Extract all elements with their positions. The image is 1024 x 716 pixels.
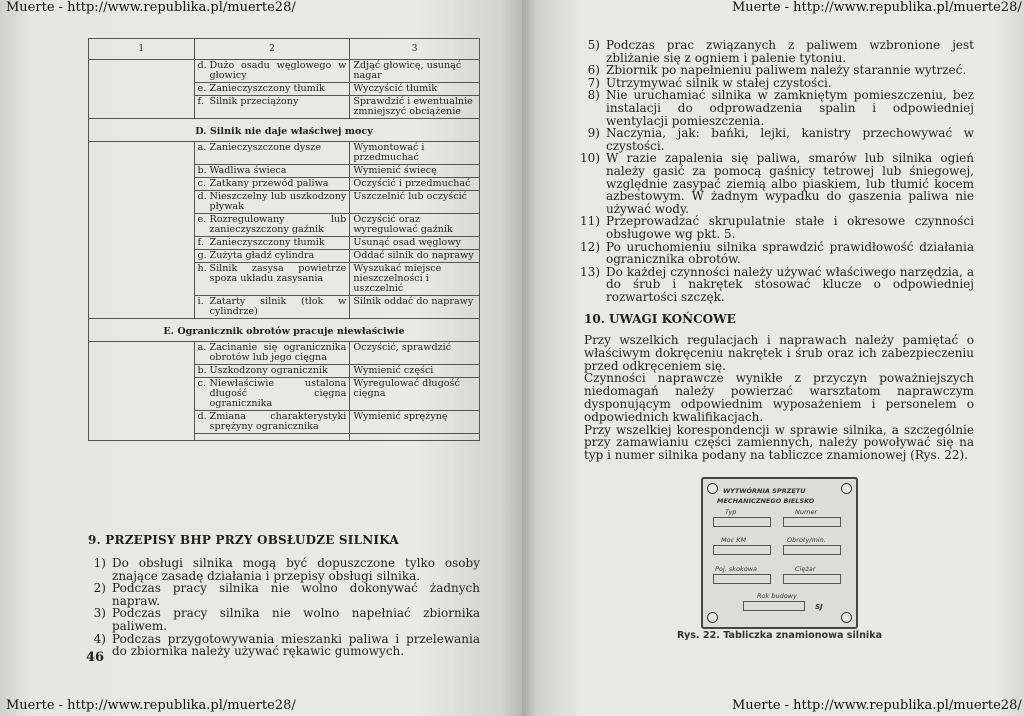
section-d-title: D. Silnik nie daje właściwej mocy [89, 119, 480, 142]
rivet-hole-icon [707, 612, 718, 623]
section-10-heading: 10. UWAGI KOŃCOWE [584, 312, 736, 326]
remedy-text: Sprawdzić i ewentualnie zmniejszyć obciążenie [350, 96, 480, 119]
plate-label-typ: Typ [725, 508, 737, 516]
item-text: Nie uruchamiać silnika w zamkniętym pomieszczeniu, bez instalacji do odprowadzenia spalin i odpowiedniej wentylacji pomieszczenia. [606, 88, 974, 128]
item-text: Naczynia, jak: bańki, lejki, kanistry przechowywać w czystości. [606, 126, 974, 153]
paragraph: Czynności naprawcze wynikłe z przyczyn poważniejszych niedomagań należy powierzać warsztatom naprawczym dysponującym odpowiednim wyposażeniem i personelem o odpowiednich kwalifikacjach. [584, 371, 974, 424]
fault-text: Zatarty silnik (tłok w cylindrze) [209, 296, 347, 317]
fault-text: Silnik zasysa powietrze spoza układu zasysania [209, 263, 347, 284]
remedy-text: Zdjąć głowicę, usunąć nagar [350, 60, 480, 83]
fault-cell [194, 237, 350, 250]
item-text: Po uruchomieniu silnika sprawdzić prawidłowość działania ogranicznika obrotów. [606, 239, 974, 267]
item-key: e. [197, 214, 207, 225]
final-remarks [584, 334, 974, 462]
safety-rules-list [90, 557, 480, 658]
safety-rules-list-continued [578, 39, 974, 303]
item-number: 9) [587, 126, 600, 141]
plate-label-rok: Rok budowy [757, 592, 797, 600]
item-number: 4) [93, 631, 106, 646]
item-number: 7) [587, 75, 600, 90]
remedy-text: Oczyścić i przedmuchać [350, 178, 480, 191]
item-text: Do obsługi silnika mogą być dopuszczone tylko osoby znające zasadę działania i przepisy obsługi silnika. [112, 556, 480, 583]
remedy-text: Silnik oddać do naprawy [350, 296, 480, 319]
fault-cell [194, 214, 350, 237]
remedy-text: Oddać silnik do naprawy [350, 250, 480, 263]
item-number: 11) [580, 214, 600, 229]
nameplate-figure [701, 477, 858, 629]
fault-cell [194, 83, 350, 96]
list-item [90, 607, 480, 632]
item-text: Utrzymywać silnik w stałej czystości. [606, 75, 832, 90]
item-key: e. [197, 83, 207, 94]
remedy-text: Wymienić części [350, 365, 480, 378]
item-number: 6) [587, 63, 600, 78]
fault-text: Nieszczelny lub uszkodzony pływak [209, 191, 347, 212]
plate-label-ciezar: Ciężar [795, 565, 816, 573]
watermark-top-right: Muerte - http://www.republika.pl/muerte28/ [732, 0, 1022, 15]
list-item [90, 582, 480, 607]
list-item [578, 39, 974, 64]
rivet-hole-icon [707, 483, 718, 494]
paragraph: Przy wszelkich regulacjach i naprawach należy pamiętać o właściwym dokręceniu nakrętek i śrub oraz ich zabezpieczeniu przed odkręceniem się. [584, 333, 974, 373]
rivet-hole-icon [841, 612, 852, 623]
remedy-text: Oczyścić, sprawdzić [350, 342, 480, 365]
fault-text: Dużo osadu węglowego w głowicy [209, 60, 347, 81]
section-title-row [89, 319, 480, 342]
page-number: 46 [86, 650, 105, 665]
plate-mark: SJ [815, 603, 823, 611]
table-header-row [89, 39, 480, 60]
fault-cell [194, 142, 350, 165]
remedy-text: Wyszukać miejsce nieszczelności i uszczelnić [350, 263, 480, 296]
item-text: Podczas pracy silnika nie wolno dokonywać żadnych napraw. [112, 581, 480, 608]
table-row [89, 142, 480, 165]
plate-field-box [783, 574, 841, 584]
plate-field-box [783, 517, 841, 527]
col-header-3: 3 [350, 39, 480, 60]
item-number: 2) [93, 581, 106, 596]
fault-cell [194, 165, 350, 178]
item-text: Zbiornik po napełnieniu paliwem należy starannie wytrzeć. [606, 63, 967, 78]
item-key: c. [197, 178, 206, 189]
fault-text: Zużyta gładź cylindra [209, 250, 315, 261]
item-number: 8) [587, 88, 600, 103]
plate-field-box [743, 601, 805, 611]
plate-label-obroty: Obroty/min. [787, 536, 826, 544]
remedy-text: Wyregulować długość cięgna [350, 378, 480, 411]
plate-maker-line2: MECHANICZNEGO BIELSKO [717, 497, 815, 505]
fault-text: Zmiana charakterystyki sprężyny ogranicznika [209, 411, 347, 432]
item-number: 12) [580, 239, 600, 254]
list-item [90, 557, 480, 582]
fault-cell [194, 191, 350, 214]
item-key: c. [197, 378, 206, 389]
list-item [578, 241, 974, 266]
table-cell-empty [89, 342, 195, 441]
plate-label-numer: Numer [795, 508, 817, 516]
remedy-text: Usunąć osad węglowy [350, 237, 480, 250]
fault-text: Rozregulowany lub zanieczyszczony gaźnik [209, 214, 347, 235]
fault-text: Uszkodzony ogranicznik [209, 365, 328, 376]
fault-cell [194, 60, 350, 83]
plate-label-moc: Moc KM [721, 536, 747, 544]
plate-field-box [783, 545, 841, 555]
table-row [89, 60, 480, 83]
plate-field-box [713, 545, 771, 555]
section-e-title: E. Ogranicznik obrotów pracuje niewłaściwie [89, 319, 480, 342]
table-cell-empty [89, 60, 195, 119]
plate-field-box [713, 517, 771, 527]
fault-text: Zatkany przewód paliwa [209, 178, 329, 189]
fault-cell [194, 96, 350, 119]
item-key: d. [197, 411, 207, 422]
fault-text: Wadliwa świeca [209, 165, 287, 176]
list-item [90, 633, 480, 658]
list-item [578, 64, 974, 77]
fault-text: Niewłaściwie ustalona długość cięgna ogranicznika [209, 378, 347, 409]
table-row [89, 342, 480, 365]
figure-caption: Rys. 22. Tabliczka znamionowa silnika [677, 630, 883, 641]
fault-cell [194, 378, 350, 411]
table-cell-empty [350, 434, 480, 441]
remedy-text: Wyczyścić tłumik [350, 83, 480, 96]
item-key: d. [197, 191, 207, 202]
item-text: Podczas prac związanych z paliwem wzbronione jest zbliżanie się z ogniem i palenie tytoniu. [606, 38, 974, 65]
plate-maker-line1: WYTWÓRNIA SPRZĘTU [723, 487, 806, 495]
item-key: h. [197, 263, 207, 274]
list-item [578, 266, 974, 304]
item-key: d. [197, 60, 207, 71]
item-number: 5) [587, 38, 600, 52]
remedy-text: Wymontować i przedmuchać [350, 142, 480, 165]
col-header-2: 2 [194, 39, 350, 60]
watermark-bottom-right: Muerte - http://www.republika.pl/muerte28/ [732, 698, 1022, 713]
fault-text: Zanieczyszczone dysze [209, 142, 321, 153]
table-cell-empty [194, 434, 350, 441]
item-key: b. [197, 165, 207, 176]
fault-cell [194, 365, 350, 378]
item-key: g. [197, 250, 207, 261]
item-key: f. [197, 237, 204, 248]
watermark-bottom-left: Muerte - http://www.republika.pl/muerte28/ [6, 698, 296, 713]
fault-text: Zacinanie się ogranicznika obrotów lub jego cięgna [209, 342, 347, 363]
item-number: 13) [580, 264, 600, 279]
fault-cell [194, 263, 350, 296]
fault-text: Zanieczyszczony tłumik [209, 83, 325, 94]
item-text: Podczas pracy silnika nie wolno napełniać zbiornika paliwem. [112, 606, 480, 633]
item-key: a. [197, 142, 207, 153]
section-9-heading: 9. PRZEPISY BHP PRZY OBSŁUDZE SILNIKA [88, 533, 399, 547]
item-text: W razie zapalenia się paliwa, smarów lub silnika ogień należy gasić za pomocą gaśnicy tetrowej lub śniegowej, względnie zasypać ziemią albo piaskiem, lub tłumić kocem azbestowym. W żadnym wypadku do gaszenia paliwa nie używać wody. [606, 151, 974, 216]
remedy-text: Uszczelnić lub oczyścić [350, 191, 480, 214]
table-cell-empty [89, 142, 195, 319]
fault-cell [194, 250, 350, 263]
fault-text: Silnik przeciążony [209, 96, 299, 107]
fault-text: Zanieczyszczony tłumik [209, 237, 325, 248]
fault-cell [194, 411, 350, 434]
list-item [578, 215, 974, 240]
fault-cell [194, 178, 350, 191]
section-title-row [89, 119, 480, 142]
troubleshooting-table [88, 38, 480, 441]
list-item [578, 89, 974, 127]
watermark-top-left: Muerte - http://www.republika.pl/muerte28/ [6, 0, 296, 15]
item-number: 3) [93, 606, 106, 621]
item-text: Przeprowadzać skrupulatnie stałe i okresowe czynności obsługowe wg pkt. 5. [606, 214, 974, 241]
paragraph: Przy wszelkiej korespondencji w sprawie silnika, a szczególnie przy zamawianiu części zamiennych, należy powoływać się na typ i numer silnika podany na tabliczce znamionowej (Rys. 22). [584, 422, 974, 463]
item-number: 10) [580, 151, 600, 166]
item-text: Do każdej czynności należy używać właściwego narzędzia, a do śrub i nakrętek stosować klucze o odpowiedniej rozwartości szczęk. [606, 264, 974, 304]
plate-label-poj: Poj. skokowa [715, 565, 758, 573]
rivet-hole-icon [841, 483, 852, 494]
item-text: Podczas przygotowywania mieszanki paliwa i przelewania do zbiornika należy używać rękawic gumowych. [112, 631, 480, 659]
list-item [578, 127, 974, 152]
remedy-text: Oczyścić oraz wyregulować gaźnik [350, 214, 480, 237]
col-header-1: 1 [89, 39, 195, 60]
fault-cell [194, 296, 350, 319]
fault-cell [194, 342, 350, 365]
item-key: i. [197, 296, 204, 307]
remedy-text: Wymienić sprężynę [350, 411, 480, 434]
item-number: 1) [93, 556, 106, 570]
item-key: b. [197, 365, 207, 376]
list-item [578, 152, 974, 215]
item-key: a. [197, 342, 207, 353]
plate-field-box [713, 574, 771, 584]
remedy-text: Wymienić świecę [350, 165, 480, 178]
item-key: f. [197, 96, 204, 107]
